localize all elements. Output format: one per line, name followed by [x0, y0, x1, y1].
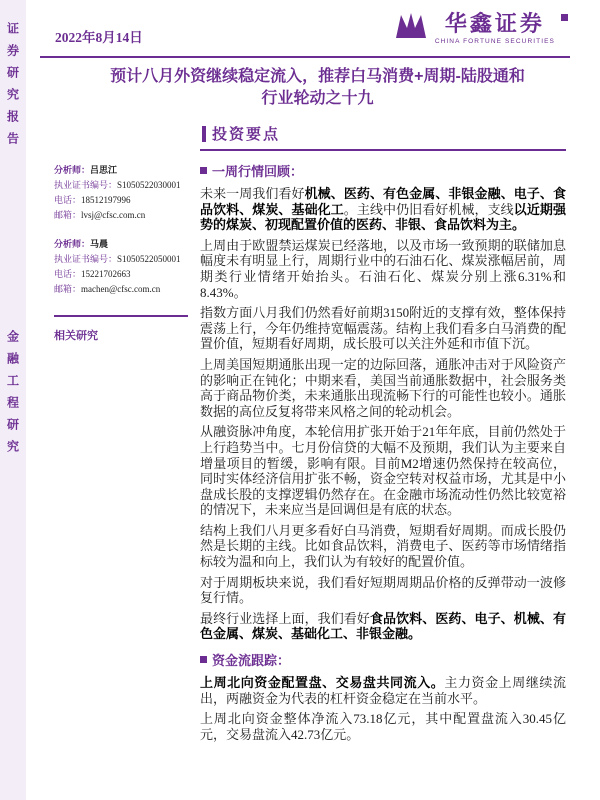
cert-number: S1050522050001	[117, 254, 181, 264]
brand-name: 华鑫证券	[444, 11, 545, 36]
text-segment: 机械、医药、有色金属、非银金融、电子、食品饮料、煤炭、基础化工	[200, 186, 566, 217]
analyst-name-line	[54, 237, 188, 252]
cert-number: S1050522030001	[117, 180, 181, 190]
body-paragraph	[200, 523, 566, 570]
analyst-role-label: 分析师：	[54, 165, 91, 175]
analyst-role-label: 分析师：	[54, 239, 91, 249]
text-segment: 指数方面八月我们仍然看好前期3150附近的支撑有效，整体保持震荡上行，今年仍维持宽幅震荡。结构上我们看多白马消费的配置价值，短期看好周期，成长股可以关注外延和市值下沉。	[200, 305, 566, 352]
brand-text	[435, 11, 555, 45]
analyst-panel	[54, 163, 188, 343]
analyst-name: 马晨	[90, 239, 109, 249]
text-segment: 上周北向资金配置盘、交易盘共同流入。	[200, 675, 445, 691]
report-body	[200, 159, 566, 747]
body-paragraph	[200, 305, 566, 352]
analyst-name-line	[54, 163, 188, 178]
analyst-email-line	[54, 282, 188, 297]
analyst-name: 吕思江	[90, 165, 118, 175]
body-paragraph	[200, 675, 566, 706]
analyst-phone-line	[54, 193, 188, 208]
square-bullet-icon	[200, 656, 207, 663]
section-heading-label: 一周行情回顾：	[212, 164, 304, 179]
report-date: 2022年8月14日	[55, 30, 143, 45]
body-paragraph	[200, 186, 566, 233]
analyst-block	[54, 163, 188, 223]
phone-number: 15221702663	[81, 269, 131, 279]
phone-number: 18512197996	[81, 195, 131, 205]
text-segment: 上周北向资金整体净流入73.18亿元，其中配置盘流入30.45亿元，交易盘流入42.73亿元。	[200, 711, 566, 742]
analyst-phone-line	[54, 267, 188, 282]
related-research-label: 相关研究	[54, 329, 98, 342]
text-segment: 以近期强势的煤炭、初现配置价值的医药、非银、食品饮料为主。	[200, 201, 566, 233]
text-segment: 未来一周我们看好	[200, 186, 305, 201]
analyst-email-line	[54, 208, 188, 223]
phone-label: 电话：	[54, 195, 82, 205]
body-paragraph	[200, 711, 566, 742]
body-paragraph	[200, 611, 566, 642]
sidebar	[0, 0, 26, 800]
text-segment: 从融资脉冲角度，本轮信用扩张开始于21年年底，目前仍然处于上行趋势当中。七月份信贷的大幅不及预期，我们认为主要来自增量项目的暂缓，影响有限。目前M2增速仍然保持在较高位，同时实体经济信用扩张不畅，资金空转对权益市场，尤其是中小盘成长股的支撑逻辑仍然存在。在金融市场流动性仍然比较宽裕的情况下，未来应当是回调但是有底的状态。	[200, 424, 566, 518]
email-address: lvsj@cfsc.com.cn	[81, 210, 146, 220]
sidebar-label-division: 金融工程研究	[5, 330, 20, 462]
report-title	[65, 66, 570, 110]
section-banner	[202, 123, 280, 144]
brand-square-mark-icon	[561, 14, 568, 21]
section-banner-label: 投资要点	[212, 126, 281, 143]
header-divider	[40, 56, 570, 58]
analyst-cert-line	[54, 252, 188, 267]
report-title-line1: 预计八月外资继续稳定流入，推荐白马消费+周期-陆股通和	[110, 68, 525, 85]
brand-subtitle: CHINA FORTUNE SECURITIES	[434, 38, 555, 45]
analyst-cert-line	[54, 178, 188, 193]
report-title-line2: 行业轮动之十九	[261, 90, 374, 107]
body-paragraph	[200, 575, 566, 606]
crown-icon	[393, 11, 429, 44]
section-heading-week-review	[200, 161, 566, 180]
text-segment: 上周美国短期通胀出现一定的边际回落，通胀冲击对于风险资产的影响正在钝化；中期来看，美国当前通胀数据中，社会服务类高于商品物价类，未来通胀出现流畅下行的可能性也较小。通胀数据的高位反复将带来风格之间的轮动机会。	[200, 356, 566, 419]
text-segment: 主力资金上周继续流出，两融资金为代表的杠杆资金稳定在当前水平。	[200, 675, 566, 706]
brand-logo	[393, 11, 568, 45]
section-heading-label: 资金流跟踪：	[212, 653, 291, 669]
vertical-bar-icon	[202, 126, 206, 142]
email-label: 邮箱：	[54, 284, 82, 294]
email-address: machen@cfsc.com.cn	[81, 284, 161, 294]
analyst-block	[54, 237, 188, 297]
sidebar-label-report-type: 证券研究报告	[5, 22, 20, 154]
analyst-panel-divider	[54, 315, 188, 317]
text-segment: 最终行业选择上面，我们看好	[200, 610, 370, 626]
body-paragraph	[200, 357, 566, 419]
cert-label: 执业证书编号：	[54, 180, 118, 190]
text-segment: 上周由于欧盟禁运煤炭已经落地，以及市场一致预期的联储加息幅度未有明显上行，周期行业中的石油石化、煤炭涨幅居前，周期类行业情绪开始抬头。石油石化、煤炭分别上涨6.31%和8.43%。	[200, 237, 566, 300]
section-banner-divider	[200, 149, 566, 151]
square-bullet-icon	[200, 167, 207, 174]
text-segment: 食品饮料、医药、电子、机械、有色金属、煤炭、基础化工、非银金融。	[200, 610, 566, 642]
body-paragraph	[200, 424, 566, 518]
phone-label: 电话：	[54, 269, 82, 279]
text-segment: 。主线中仍旧看好机械，支线	[343, 201, 514, 217]
text-segment: 结构上我们八月更多看好白马消费，短期看好周期。而成长股仍然是长期的主线。比如食品饮料，消费电子、医药等市场情绪指标较为温和向上，我们认为有较好的配置价值。	[200, 522, 566, 570]
section-heading-fund-flow	[200, 650, 566, 669]
email-label: 邮箱：	[54, 210, 82, 220]
text-segment: 对于周期板块来说，我们看好短期周期品价格的反弹带动一波修复行情。	[200, 574, 566, 606]
cert-label: 执业证书编号：	[54, 254, 118, 264]
body-paragraph	[200, 238, 566, 300]
